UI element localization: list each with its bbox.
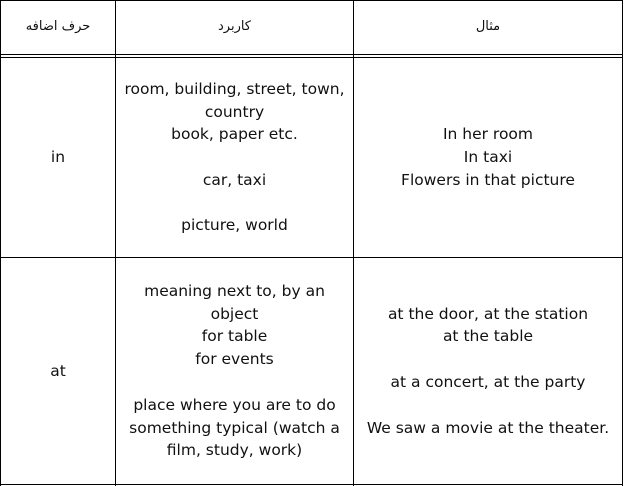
usage-line: for events [195,350,274,369]
row-at-preposition [1,258,115,484]
row-in-example [354,58,622,257]
usage-line: country [204,102,265,121]
example-line: at a concert, at the party [390,373,586,391]
example-line: Flowers in that picture [401,170,575,189]
usage-line: object [210,304,259,323]
preposition-label: in [50,148,66,167]
usage-line: for table [201,327,268,346]
header-preposition [1,1,115,54]
usage-line: picture, world [181,216,288,235]
table-border [0,54,623,55]
usage-line: film, study, work) [166,441,303,460]
usage-line: room, building, street, town, [124,79,345,98]
row-in-usage [116,58,353,257]
header-example [354,1,622,54]
header-usage-label: کاربرد [217,19,251,35]
row-at-example [354,258,622,484]
usage-line: book, paper etc. [171,125,298,144]
preposition-label: at [50,361,66,380]
usage-line: place where you are to do [133,395,336,414]
example-line: at the door, at the station [387,304,589,323]
usage-line: meaning next to, by an [144,281,325,300]
example-line: In taxi [463,148,513,167]
row-in-preposition [1,58,115,257]
usage-lines [124,78,344,238]
row-at-usage [116,258,353,484]
example-line: We saw a movie at the theater. [366,418,610,437]
usage-line: something typical (watch a [129,418,340,437]
header-preposition-label: حرف اضافه [25,19,91,35]
table-border [622,0,623,486]
example-line: In her room [442,125,534,144]
usage-line: car, taxi [202,170,267,189]
example-lines [401,123,575,191]
example-line: at the table [442,327,534,346]
table-border [0,484,623,485]
header-usage [116,1,353,54]
usage-lines [129,280,340,462]
header-example-label: مثال [475,19,501,35]
example-lines [367,303,609,440]
